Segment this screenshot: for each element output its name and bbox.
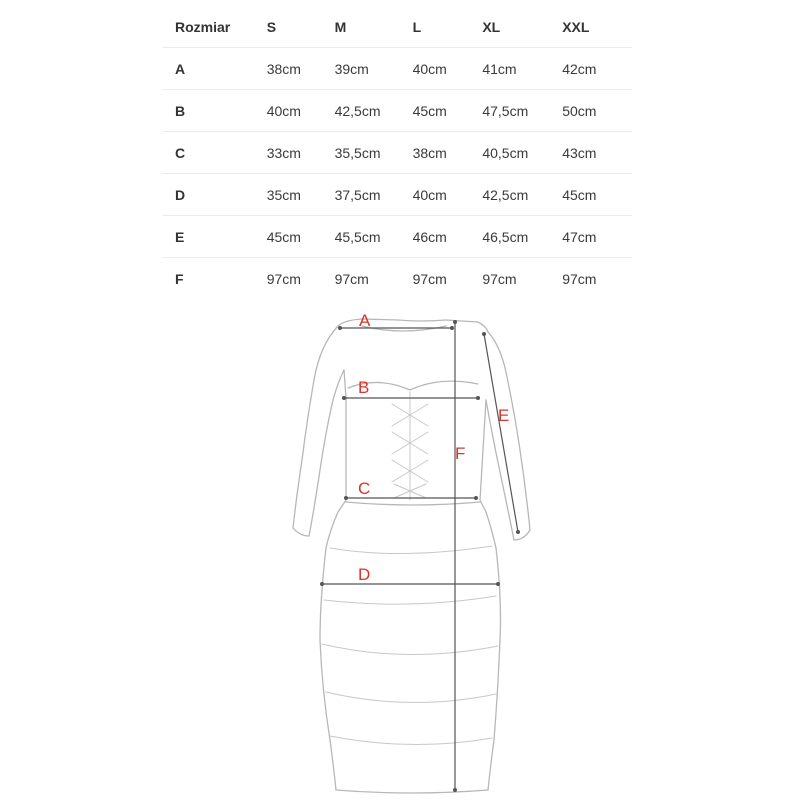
table-cell: 35,5cm bbox=[335, 132, 413, 174]
measure-label-c: C bbox=[358, 479, 371, 498]
header-size-xxl: XXL bbox=[562, 6, 632, 48]
row-label: C bbox=[162, 132, 267, 174]
measurement-guides bbox=[320, 311, 520, 792]
measure-endpoint bbox=[338, 326, 342, 330]
measure-endpoint bbox=[453, 788, 457, 792]
measure-label-b: B bbox=[358, 378, 370, 397]
measure-label-d: D bbox=[358, 565, 371, 584]
table-cell: 45,5cm bbox=[335, 216, 413, 258]
table-cell: 41cm bbox=[482, 48, 562, 90]
table-cell: 46cm bbox=[413, 216, 483, 258]
row-label: A bbox=[162, 48, 267, 90]
measure-endpoint bbox=[453, 320, 457, 324]
table-cell: 45cm bbox=[413, 90, 483, 132]
table-cell: 38cm bbox=[267, 48, 335, 90]
table-cell: 46,5cm bbox=[482, 216, 562, 258]
measure-endpoint bbox=[496, 582, 500, 586]
skirt-fold bbox=[330, 736, 492, 745]
table-cell: 97cm bbox=[266, 270, 301, 287]
header-size-s: S bbox=[267, 6, 335, 48]
measure-endpoint bbox=[474, 496, 478, 500]
dress-waist-seam bbox=[346, 502, 480, 505]
row-label: D bbox=[162, 174, 267, 216]
measure-endpoint bbox=[342, 396, 346, 400]
table-cell: 47cm bbox=[562, 216, 632, 258]
dress-bodice-right bbox=[480, 400, 496, 548]
measure-endpoint bbox=[482, 332, 486, 336]
table-cell: 40cm bbox=[267, 90, 335, 132]
table-cell: 38cm bbox=[413, 132, 483, 174]
dress-outline bbox=[293, 319, 530, 793]
table-cell: 35cm bbox=[267, 174, 335, 216]
table-cell: 97cm bbox=[334, 270, 369, 287]
measure-label-e: E bbox=[498, 406, 510, 425]
row-label: B bbox=[162, 90, 267, 132]
measure-label-f: F bbox=[455, 444, 466, 463]
skirt-fold bbox=[326, 692, 496, 703]
table-cell: 42,5cm bbox=[335, 90, 413, 132]
header-size-xl: XL bbox=[482, 6, 562, 48]
table-cell: 43cm bbox=[562, 132, 632, 174]
dress-ruching bbox=[322, 392, 498, 745]
header-size-label: Rozmiar bbox=[162, 6, 267, 48]
skirt-fold bbox=[324, 596, 496, 604]
table-cell: 97cm bbox=[482, 270, 517, 287]
row-label: F bbox=[175, 270, 184, 287]
measure-line-e bbox=[484, 334, 518, 532]
table-cell: 40cm bbox=[413, 48, 483, 90]
dress-hem bbox=[336, 790, 488, 793]
table-cell: 42cm bbox=[562, 48, 632, 90]
measure-endpoint bbox=[344, 496, 348, 500]
header-size-l: L bbox=[413, 6, 483, 48]
measure-endpoint bbox=[320, 582, 324, 586]
table-cell: 33cm bbox=[267, 132, 335, 174]
table-cell: 97cm bbox=[562, 270, 597, 287]
measure-label-a: A bbox=[359, 311, 371, 330]
table-cell: 40cm bbox=[413, 174, 483, 216]
table-cell: 47,5cm bbox=[482, 90, 562, 132]
header-size-m: M bbox=[335, 6, 413, 48]
measure-endpoint bbox=[476, 396, 480, 400]
dress-left-sleeve bbox=[293, 326, 344, 536]
table-cell: 50cm bbox=[562, 90, 632, 132]
table-cell: 37,5cm bbox=[335, 174, 413, 216]
skirt-fold bbox=[330, 546, 492, 554]
table-cell: 40,5cm bbox=[482, 132, 562, 174]
measure-endpoint bbox=[516, 530, 520, 534]
table-cell: 42,5cm bbox=[482, 174, 562, 216]
table-cell: 45cm bbox=[267, 216, 335, 258]
skirt-fold bbox=[322, 644, 498, 655]
dress-right-sleeve bbox=[486, 332, 530, 540]
row-label: E bbox=[162, 216, 267, 258]
table-cell: 39cm bbox=[335, 48, 413, 90]
table-cell: 97cm bbox=[412, 270, 447, 287]
table-cell: 45cm bbox=[562, 174, 632, 216]
measure-endpoint bbox=[450, 326, 454, 330]
